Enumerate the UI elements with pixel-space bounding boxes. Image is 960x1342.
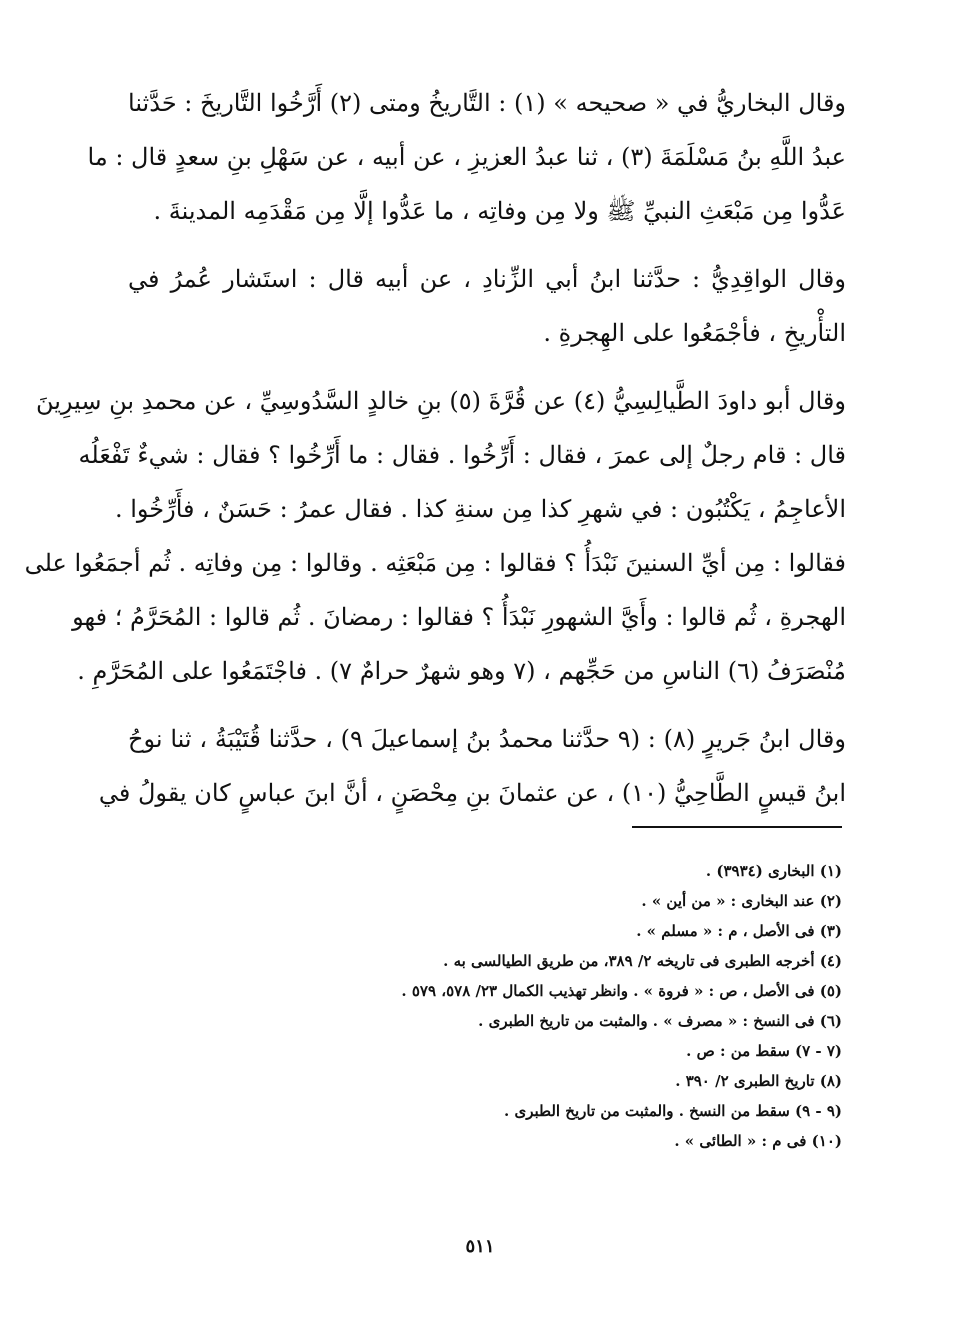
footnote: (٢) عند البخارى : « من أين » .: [641, 892, 842, 910]
text-line: وقال البخاريُّ في « صحيحه » (١) : التَّاريخُ ومتى (٢) أَرَّخُوا التَّاريخَ : حَدَّثنا: [128, 89, 847, 117]
text-line: عبدُ اللَّهِ بنُ مَسْلَمَةَ (٣) ، ثنا عبدُ العزيزِ ، عن أبيه ، عن سَهْلِ بنِ سعدٍ قال : ما: [87, 143, 846, 171]
text-line: وقال ابنُ جَريرٍ (٨) : (٩ حدَّثنا محمدُ بنُ إسماعيلَ ٩) ، حدَّثنا قُتَيْبَةُ ، ثنا نوحُ: [128, 725, 846, 753]
footnote: (١) البخارى (٣٩٣٤) .: [705, 862, 842, 880]
text-line: فقالوا : مِن أيِّ السنينَ نَبْدَأُ ؟ فقالوا : مِن مَبْعَثِه . وقالوا : مِن وفاتِه . ثُم أجمَعُوا على: [24, 549, 846, 577]
text-line: ابنُ قيسٍ الطَّاحِيُّ (١٠) ، عن عثمانَ بنِ مِحْصَنٍ ، أنَّ ابنَ عباسٍ كان يقولُ في: [98, 779, 846, 807]
footnotes: [200, 856, 842, 1156]
footnote: (٥) فى الأصل ، ص : « فروة » . وانظر تهذيب الكمال ٢٣/ ٥٧٨، ٥٧٩ .: [401, 982, 842, 1000]
text-line: مُنْصَرَفُ (٦) الناسِ من حَجِّهم ، (٧ وهو شهرٌ حرامٌ ٧) . فاجْتَمَعُوا على المُحَرَّمِ .: [77, 657, 846, 685]
text-line: التأْريخِ ، فأجْمَعُوا على الهِجرةِ .: [543, 319, 846, 347]
footnote: (٤) أخرجه الطبرى فى تاريخه ٢/ ٣٨٩، من طريق الطيالسى به .: [443, 952, 842, 970]
text-line: وقال الواقِدِيُّ : حدَّثنا ابنُ أبي الزِّنادِ ، عن أبيه قال : استَشار عُمرُ في: [128, 265, 846, 293]
footnote-separator: [632, 826, 842, 828]
text-line: الأعاجِمُ ، يَكْتُبُون : في شهرِ كذا مِن سنةِ كذا . فقال عمرُ : حَسَنٌ ، فأَرِّخُوا .: [114, 495, 846, 523]
footnote: (٨) تاريخ الطبرى ٢/ ٣٩٠ .: [675, 1072, 842, 1090]
text-line: الهجرةِ ، ثُم قالوا : وأَيَّ الشهورِ نَبْدَأُ ؟ فقالوا : رمضانَ . ثُم قالوا : المُحَرَّمُ ؛ فهو: [72, 603, 846, 631]
footnote: (٦) فى النسخ : « مصرف » . والمثبت من تاريخ الطبرى .: [478, 1012, 842, 1030]
text-line: وقال أبو داودَ الطَّيالِسِيُّ (٤) عن قُرَّةَ (٥) بنِ خالدٍ السَّدُوسِيِّ ، عن محمدِ بنِ سِيرِينَ: [35, 387, 846, 415]
text-line: عَدُّوا مِن مَبْعَثِ النبيِّ ﷺ ولا مِن وفاتِه ، ما عَدُّوا إلَّا مِن مَقْدَمِه المدينةَ .: [153, 197, 846, 225]
page-number: ٥١١: [465, 1236, 495, 1257]
footnote: (٩ - ٩) سقط من النسخ . والمثبت من تاريخ الطبرى .: [504, 1102, 842, 1120]
footnote: (١٠) فى م : « الطائى » .: [674, 1132, 842, 1150]
text-line: قال : قام رجلٌ إلى عمرَ ، فقال : أَرِّخُوا . فقال : ما أَرِّخُوا ؟ فقال : شيءٌ تَفْعَلُه: [78, 441, 846, 469]
main-text: [24, 76, 847, 820]
footnote: (٣) فى الأصل ، م : « مسلم » .: [636, 922, 842, 940]
footnote: (٧ - ٧) سقط من : ص .: [686, 1042, 842, 1060]
